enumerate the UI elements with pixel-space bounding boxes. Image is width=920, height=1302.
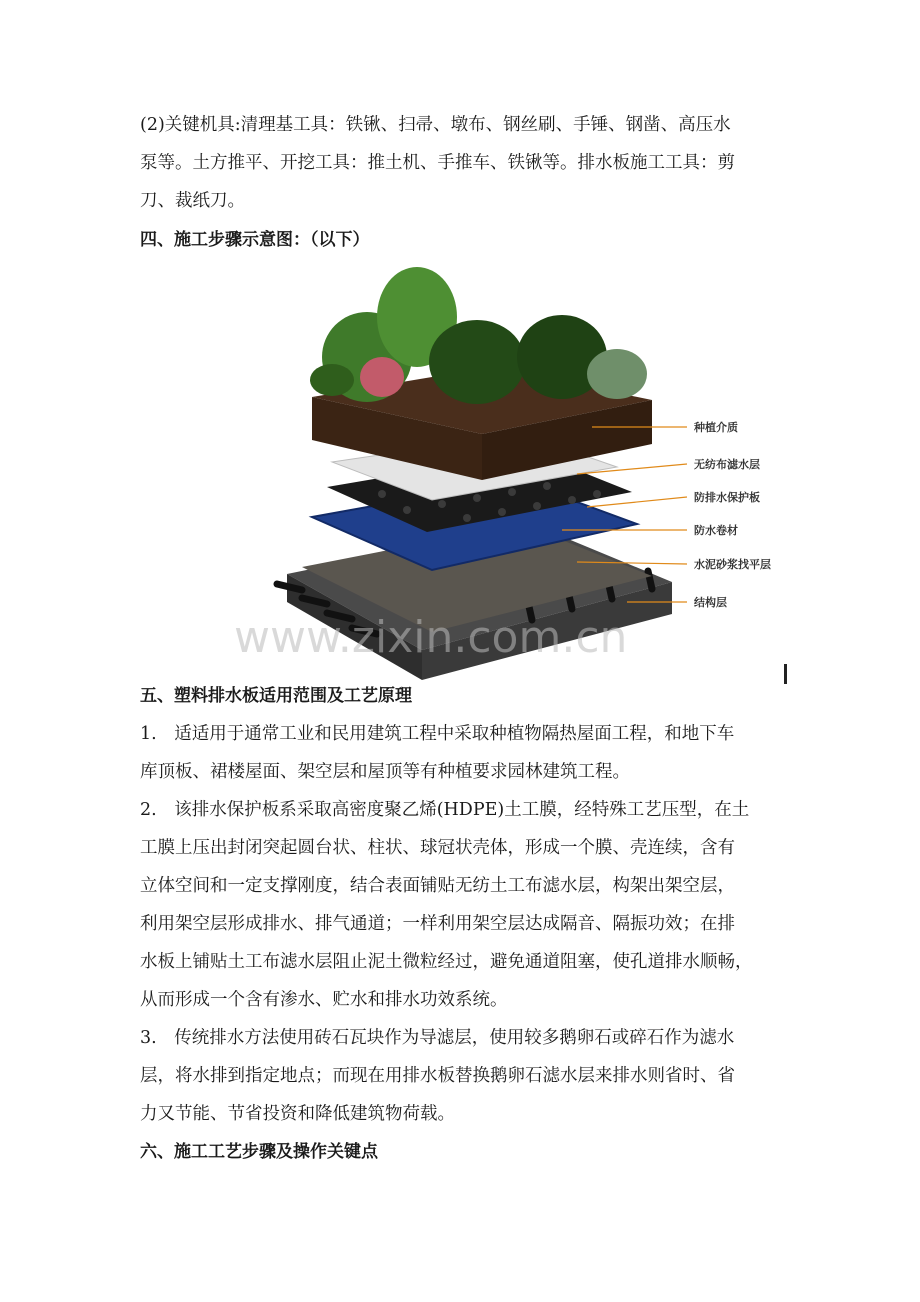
paragraph-2-line-2: 工膜上压出封闭突起圆台状、柱状、球冠状壳体，形成一个膜、壳连续，含有 bbox=[140, 838, 735, 858]
paragraph-2-line-6: 从而形成一个含有渗水、贮水和排水功效系统。 bbox=[140, 990, 508, 1010]
paragraph-tools-line-3: 刀、裁纸刀。 bbox=[140, 191, 245, 211]
label-mortar: 水泥砂浆找平层 bbox=[694, 558, 771, 571]
label-structure: 结构层 bbox=[694, 596, 727, 609]
paragraph-1-line-1: 1. 适适用于通常工业和民用建筑工程中采取种植物隔热屋面工程，和地下车 bbox=[140, 724, 735, 744]
section-heading-4: 四、施工步骤示意图：（以下） bbox=[140, 230, 370, 250]
label-waterproof: 防水卷材 bbox=[694, 524, 738, 537]
plants bbox=[310, 267, 647, 404]
section-heading-6: 六、施工工艺步骤及操作关键点 bbox=[140, 1142, 378, 1162]
label-soil: 种植介质 bbox=[694, 421, 738, 434]
section-heading-5: 五、塑料排水板适用范围及工艺原理 bbox=[140, 686, 412, 706]
paragraph-3-line-3: 力又节能、节省投资和降低建筑物荷载。 bbox=[140, 1104, 455, 1124]
paragraph-tools-line-2: 泵等。土方推平、开挖工具：推土机、手推车、铁锹等。排水板施工工具：剪 bbox=[140, 153, 735, 173]
paragraph-3-line-2: 层，将水排到指定地点；而现在用排水板替换鹅卵石滤水层来排水则省时、省 bbox=[140, 1066, 735, 1086]
paragraph-2-line-3: 立体空间和一定支撑刚度，结合表面铺贴无纺土工布滤水层，构架出架空层， bbox=[140, 876, 735, 896]
paragraph-tools-line-1: (2)关键机具:清理基工具：铁锹、扫帚、墩布、钢丝刷、手锤、钢凿、高压水 bbox=[140, 115, 731, 135]
paragraph-2-line-5: 水板上铺贴土工布滤水层阻止泥土微粒经过，避免通道阻塞，使孔道排水顺畅， bbox=[140, 952, 753, 972]
green-roof-diagram bbox=[232, 262, 792, 684]
label-drain-board: 防排水保护板 bbox=[694, 491, 760, 504]
text-cursor-mark bbox=[784, 664, 787, 684]
label-filter: 无纺布滤水层 bbox=[694, 458, 760, 471]
paragraph-3-line-1: 3. 传统排水方法使用砖石瓦块作为导滤层，使用较多鹅卵石或碎石作为滤水 bbox=[140, 1028, 735, 1048]
paragraph-1-line-2: 库顶板、裙楼屋面、架空层和屋顶等有种植要求园林建筑工程。 bbox=[140, 762, 630, 782]
paragraph-2-line-4: 利用架空层形成排水、排气通道；一样利用架空层达成隔音、隔振功效；在排 bbox=[140, 914, 735, 934]
paragraph-2-line-1: 2. 该排水保护板系采取高密度聚乙烯(HDPE)土工膜，经特殊工艺压型，在土 bbox=[140, 800, 750, 820]
watermark: www.zixin.com.cn bbox=[234, 612, 628, 663]
